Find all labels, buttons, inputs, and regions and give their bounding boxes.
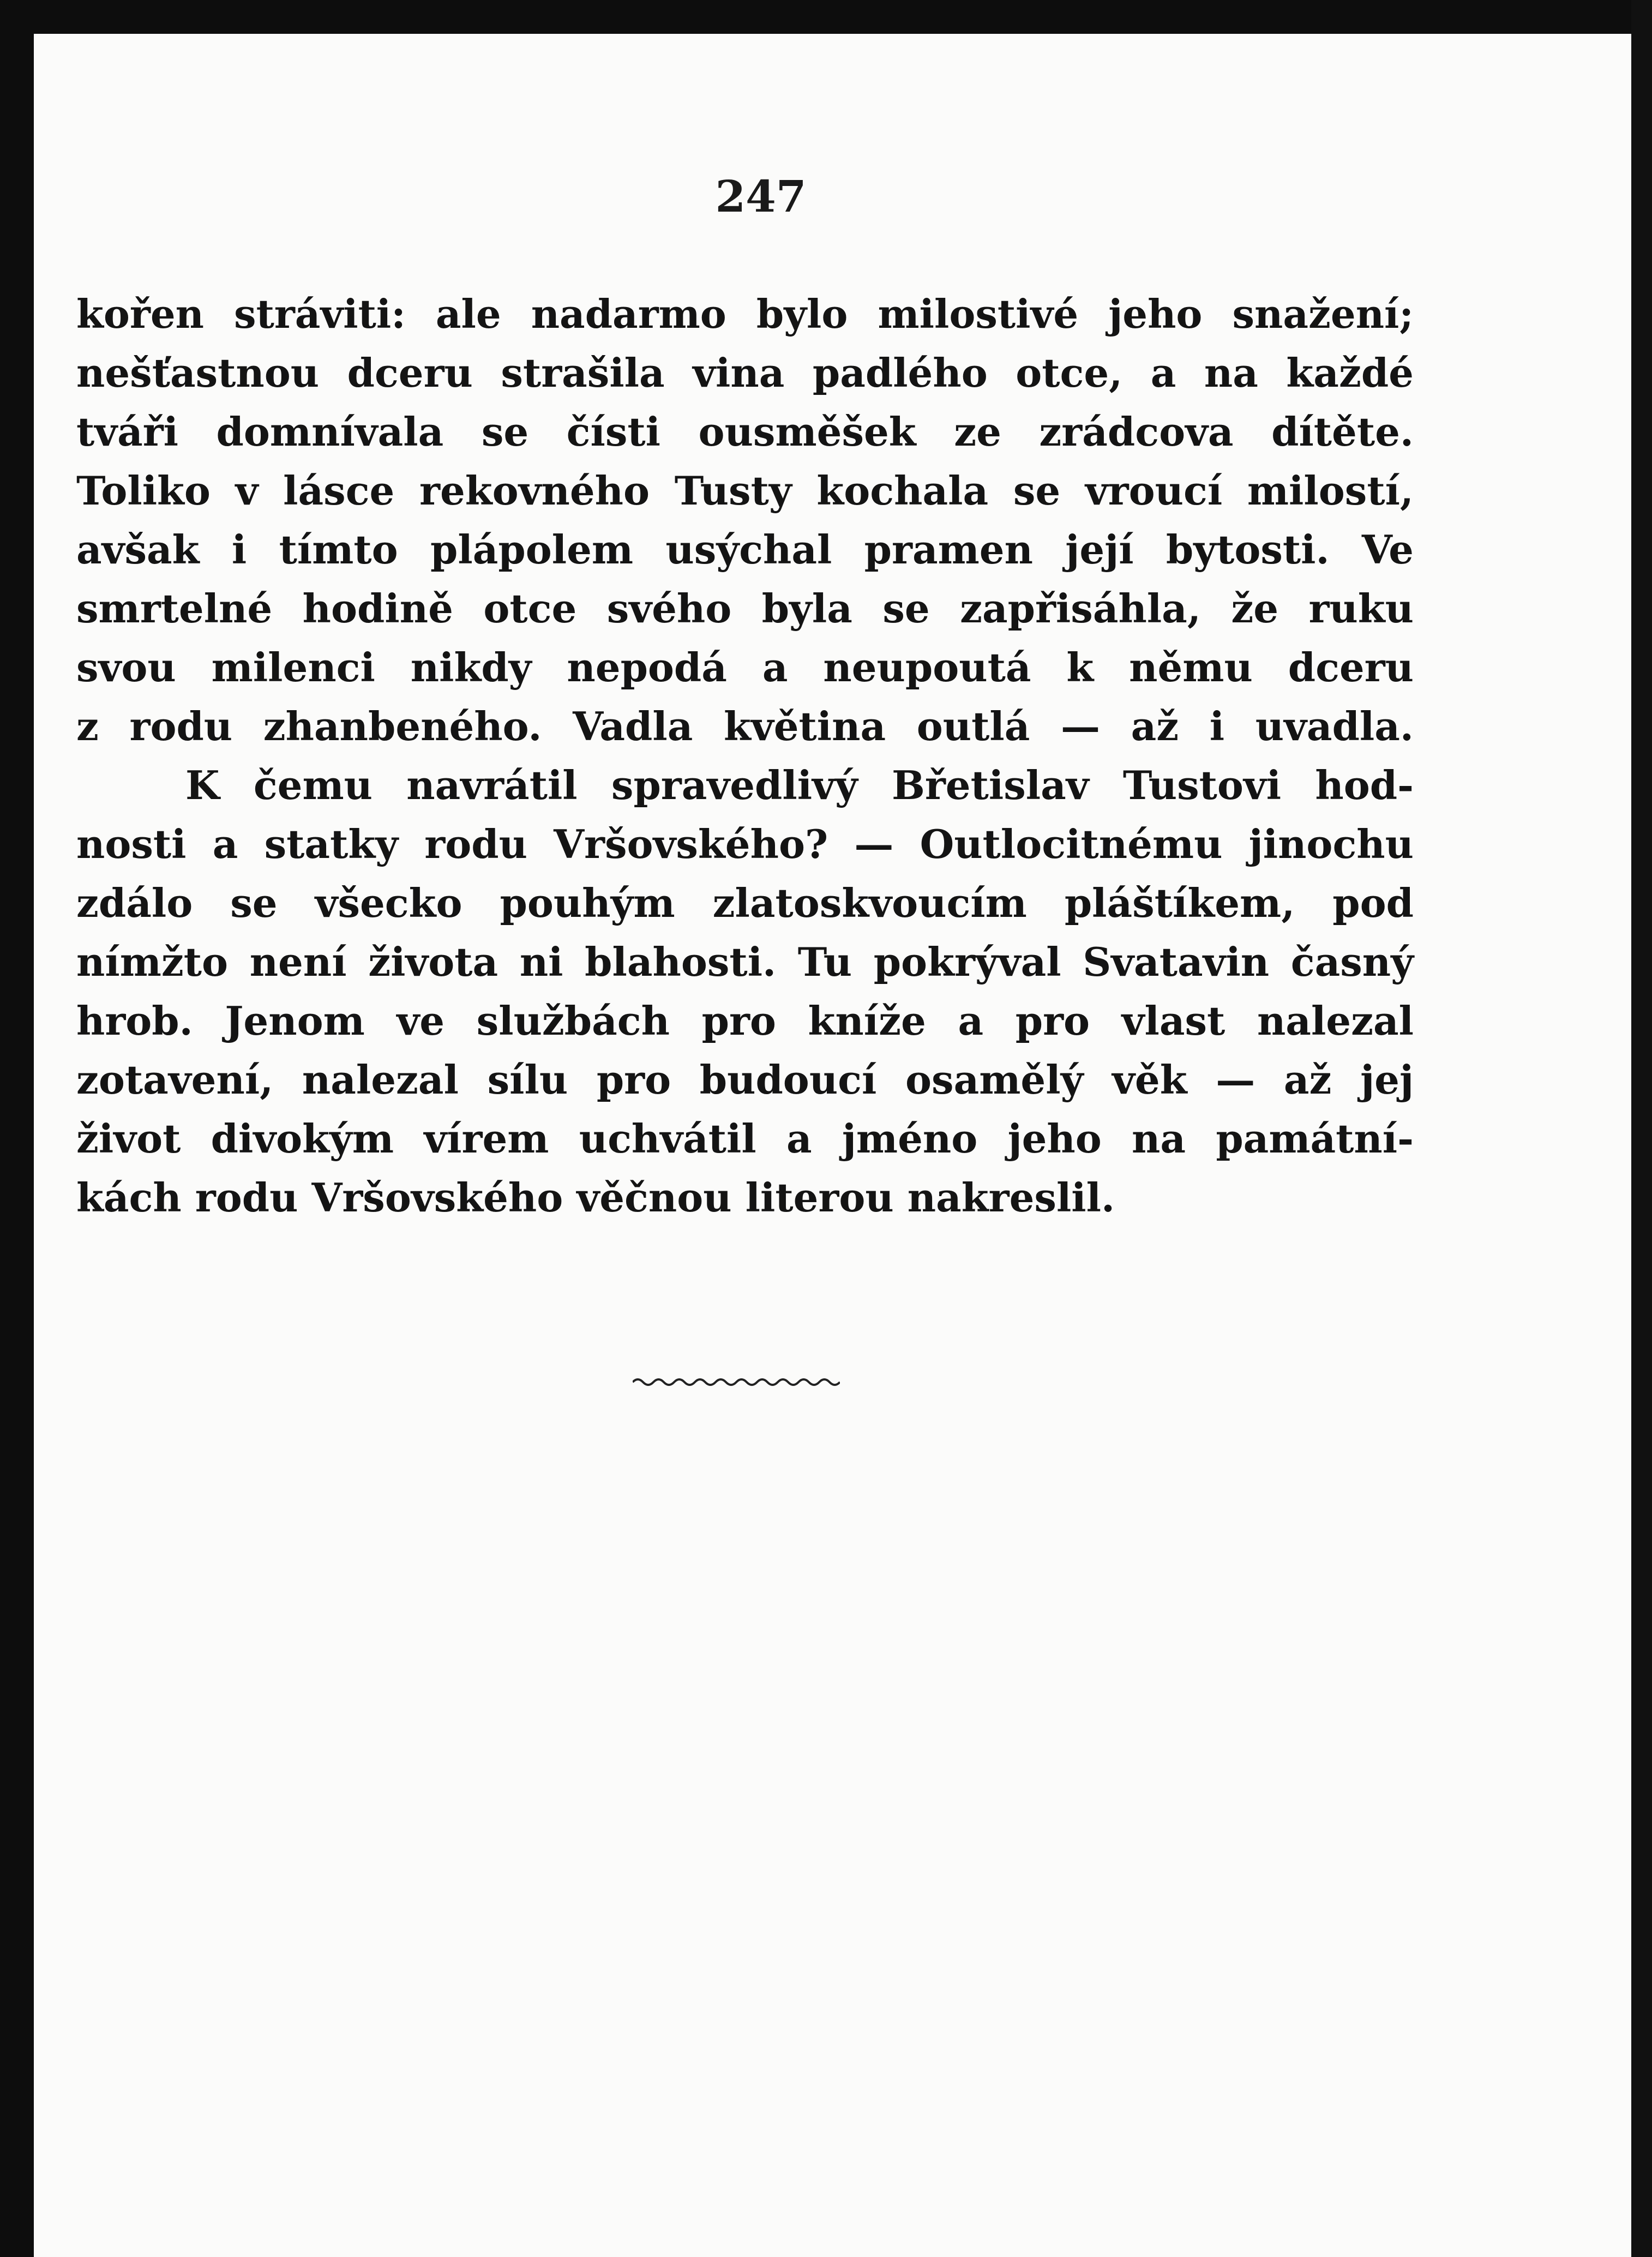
body-text: [76, 285, 1414, 1227]
text-line: nímžto není života ni blahosti. Tu pokrýval Svatavin časný: [76, 939, 1414, 985]
wavy-line-ornament-icon: [633, 1374, 840, 1388]
text-line: hrob. Jenom ve službách pro kníže a pro vlast nalezal: [76, 998, 1414, 1044]
page-number: 247: [715, 171, 807, 222]
scan-border-right: [1631, 0, 1652, 2257]
text-line: smrtelné hodině otce svého byla se zapřisáhla, že ruku: [76, 585, 1414, 632]
text-line-paragraph-start: K čemu navrátil spravedlivý Břetislav Tustovi hod-: [185, 762, 1414, 808]
text-line: svou milenci nikdy nepodá a neupoutá k němu dceru: [76, 644, 1414, 691]
text-line: tváři domnívala se čísti ousměšek ze zrádcova dítěte.: [76, 409, 1414, 455]
text-line: kořen stráviti: ale nadarmo bylo milostivé jeho snažení;: [76, 291, 1414, 337]
scan-border-left: [0, 0, 34, 2257]
scan-border-top: [0, 0, 1652, 34]
text-line-last: kách rodu Vršovského věčnou literou nakreslil.: [76, 1174, 1115, 1221]
text-line: zotavení, nalezal sílu pro budoucí osamělý věk — až jej: [76, 1057, 1414, 1103]
text-line: Toliko v lásce rekovného Tusty kochala se vroucí milostí,: [76, 467, 1414, 514]
text-line: avšak i tímto plápolem usýchal pramen její bytosti. Ve: [76, 526, 1414, 573]
text-line: zdálo se všecko pouhým zlatoskvoucím pláštíkem, pod: [76, 880, 1414, 926]
text-line: z rodu zhanbeného. Vadla květina outlá — až i uvadla.: [76, 703, 1414, 749]
text-line: nosti a statky rodu Vršovského? — Outlocitnému jinochu: [76, 821, 1414, 867]
text-line: život divokým vírem uchvátil a jméno jeho na památní-: [76, 1115, 1414, 1162]
text-line: nešťastnou dceru strašila vina padlého otce, a na každé: [76, 350, 1414, 396]
